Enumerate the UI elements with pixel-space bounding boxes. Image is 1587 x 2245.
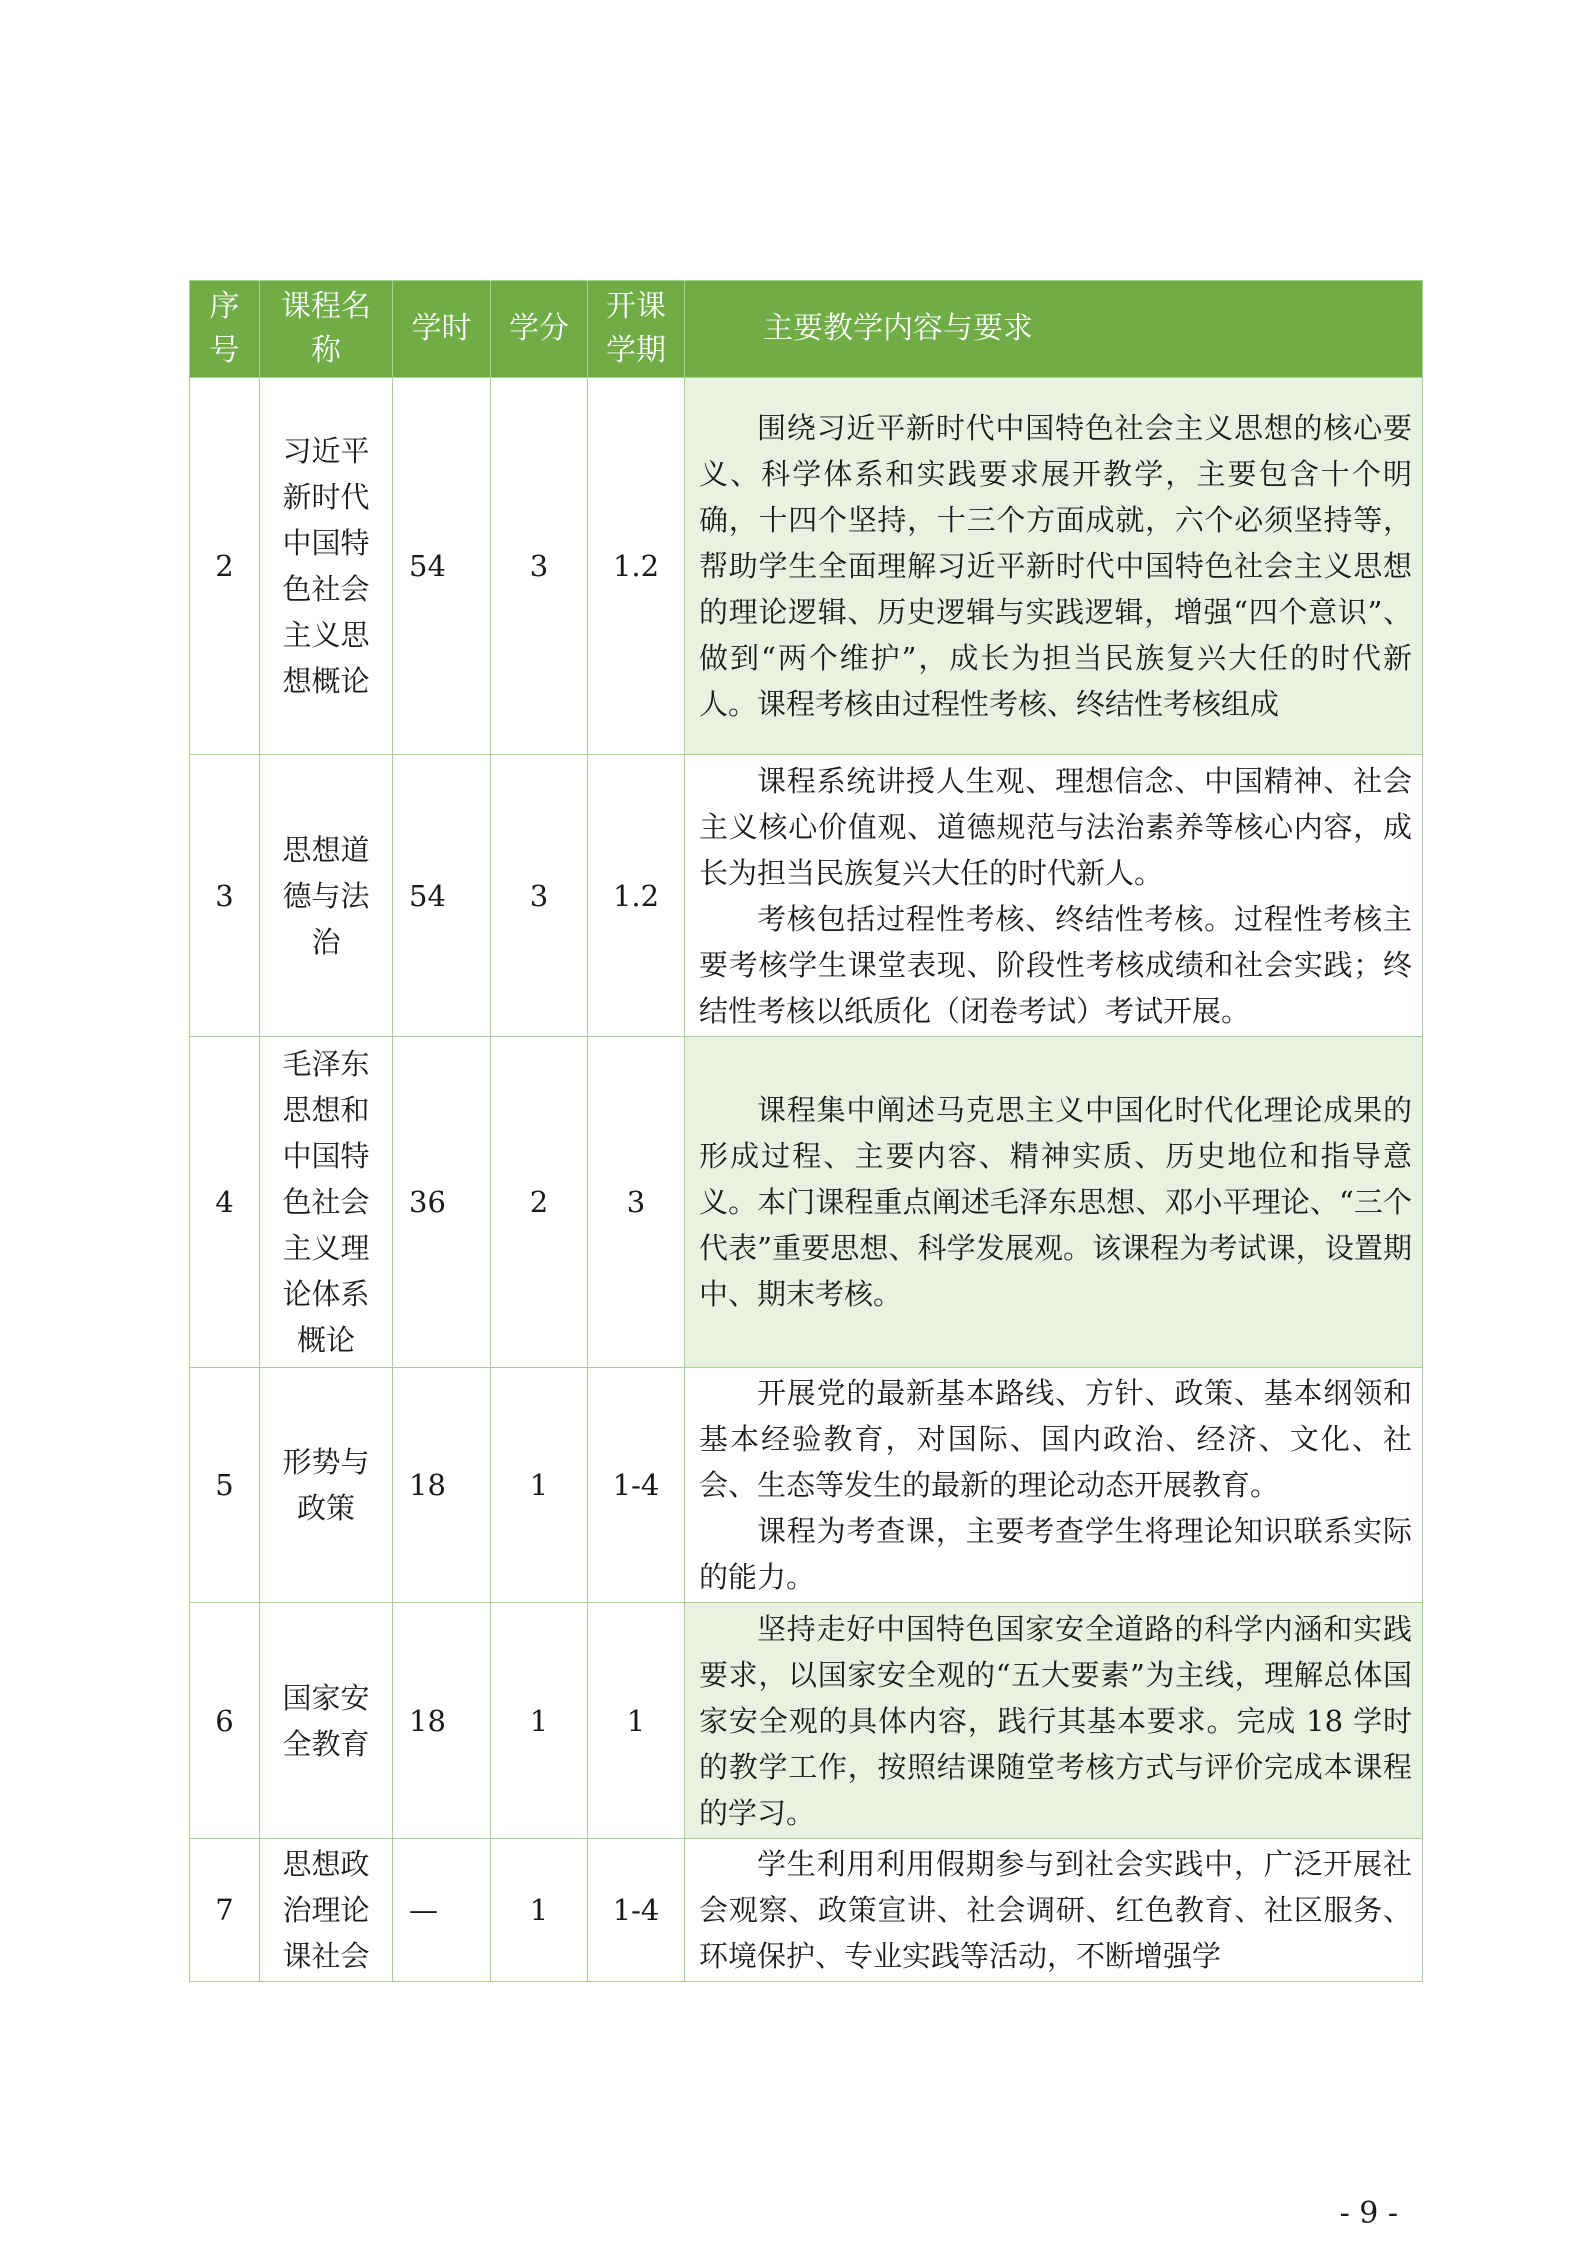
cell-term: 1.2: [588, 755, 685, 1037]
content-paragraph: 坚持走好中国特色国家安全道路的科学内涵和实践要求，以国家安全观的“五大要素”为主线，理解总体国家安全观的具体内容，践行其基本要求。完成 18 学时的教学工作，按照结课随堂考核方式与评价完成本课程的学习。: [699, 1611, 1412, 1830]
cell-seq: 7: [190, 1839, 260, 1982]
cell-seq: 2: [190, 378, 260, 755]
page-number: - 9 -: [1339, 2196, 1398, 2231]
cell-course-name: [260, 1839, 393, 1982]
cell-hours: —: [393, 1839, 491, 1982]
cell-seq: 6: [190, 1603, 260, 1839]
cell-content: [685, 1368, 1423, 1603]
header-seq: 序号: [190, 281, 260, 378]
cell-credits: 3: [491, 378, 588, 755]
cell-hours: 18: [393, 1603, 491, 1839]
table-row: [190, 1037, 1423, 1368]
table-header-row: [190, 281, 1423, 378]
cell-seq: 3: [190, 755, 260, 1037]
cell-content: [685, 1603, 1423, 1839]
cell-hours: 54: [393, 755, 491, 1037]
cell-credits: 2: [491, 1037, 588, 1368]
table-row: [190, 1839, 1423, 1982]
cell-term: 1-4: [588, 1839, 685, 1982]
header-hours: 学时: [393, 281, 491, 378]
course-name-text: 思想政治理论课社会: [282, 1847, 370, 1973]
table-row: [190, 1603, 1423, 1839]
header-course-name: 课程名称: [260, 281, 393, 378]
cell-content: [685, 378, 1423, 755]
cell-term: 1: [588, 1603, 685, 1839]
cell-hours: 36: [393, 1037, 491, 1368]
cell-seq: 4: [190, 1037, 260, 1368]
content-paragraph: 考核包括过程性考核、终结性考核。过程性考核主要考核学生课堂表现、阶段性考核成绩和社会实践；终结性考核以纸质化（闭卷考试）考试开展。: [699, 901, 1412, 1028]
content-paragraph: 课程为考查课，主要考查学生将理论知识联系实际的能力。: [699, 1514, 1412, 1594]
cell-credits: 1: [491, 1603, 588, 1839]
cell-course-name: [260, 1603, 393, 1839]
course-name-text: 毛泽东思想和中国特色社会主义理论体系概论: [282, 1047, 370, 1357]
cell-hours: 54: [393, 378, 491, 755]
table-body: [190, 378, 1423, 1982]
content-paragraph: 学生利用利用假期参与到社会实践中，广泛开展社会观察、政策宣讲、社会调研、红色教育、社区服务、环境保护、专业实践等活动，不断增强学: [699, 1847, 1412, 1973]
course-name-text: 习近平新时代中国特色社会主义思想概论: [282, 434, 370, 698]
course-table: [189, 280, 1423, 1982]
cell-credits: 1: [491, 1368, 588, 1603]
cell-content: [685, 1839, 1423, 1982]
cell-term: 1-4: [588, 1368, 685, 1603]
header-term: 开课学期: [588, 281, 685, 378]
course-name-text: 思想道德与法治: [282, 832, 370, 959]
cell-course-name: [260, 1368, 393, 1603]
cell-course-name: [260, 1037, 393, 1368]
content-paragraph: 课程集中阐述马克思主义中国化时代化理论成果的形成过程、主要内容、精神实质、历史地位和指导意义。本门课程重点阐述毛泽东思想、邓小平理论、“三个代表”重要思想、科学发展观。该课程为考试课，设置期中、期末考核。: [699, 1093, 1412, 1311]
cell-term: 3: [588, 1037, 685, 1368]
cell-course-name: [260, 378, 393, 755]
content-paragraph: 开展党的最新基本路线、方针、政策、基本纲领和基本经验教育，对国际、国内政治、经济、文化、社会、生态等发生的最新的理论动态开展教育。: [699, 1376, 1412, 1502]
content-paragraph: 课程系统讲授人生观、理想信念、中国精神、社会主义核心价值观、道德规范与法治素养等核心内容，成长为担当民族复兴大任的时代新人。: [699, 763, 1412, 890]
content-paragraph: 围绕习近平新时代中国特色社会主义思想的核心要义、科学体系和实践要求展开教学，主要包含十个明确，十四个坚持，十三个方面成就，六个必须坚持等，帮助学生全面理解习近平新时代中国特色社会主义思想的理论逻辑、历史逻辑与实践逻辑，增强“四个意识”、做到“两个维护”，成长为担当民族复兴大任的时代新人。课程考核由过程性考核、终结性考核组成: [699, 411, 1412, 721]
cell-course-name: [260, 755, 393, 1037]
table-row: [190, 1368, 1423, 1603]
course-name-text: 国家安全教育: [282, 1680, 370, 1761]
table-row: [190, 755, 1423, 1037]
course-name-text: 形势与政策: [282, 1445, 370, 1525]
cell-credits: 3: [491, 755, 588, 1037]
cell-credits: 1: [491, 1839, 588, 1982]
cell-content: [685, 755, 1423, 1037]
cell-content: [685, 1037, 1423, 1368]
cell-hours: 18: [393, 1368, 491, 1603]
cell-term: 1.2: [588, 378, 685, 755]
header-content: 主要教学内容与要求: [685, 281, 1423, 378]
cell-seq: 5: [190, 1368, 260, 1603]
table-row: [190, 378, 1423, 755]
header-credits: 学分: [491, 281, 588, 378]
